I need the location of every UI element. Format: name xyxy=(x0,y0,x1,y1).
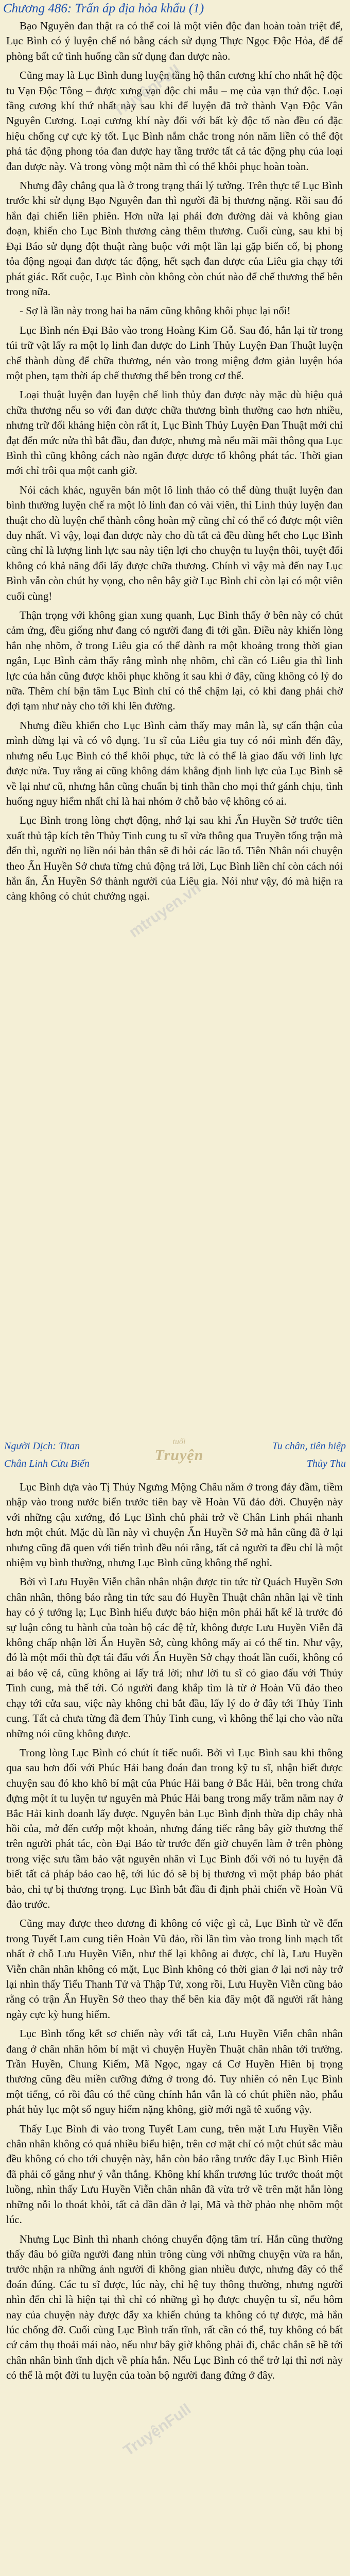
watermark: TruyệnFull xyxy=(110,61,184,121)
paragraph: Nói cách khác, nguyên bản một lô linh thảo có thể dùng thuật luyện đan bình thường luyện chế ra một lò linh đan có vài viên, thì Linh thủy luyện đan thuật cho dù luyện chế thành công hoàn mỹ cũng chỉ có thể có được một viên duy nhất. Vì vậy, loại đan dược này cho dù tất cả đều dùng hết cho Lục Bình cũng chỉ là lượng linh lực sau này tiện lợi cho chuyện tu luyện thôi, tuyệt đối không có khả năng đổi lấy được chữa thương. Chính vì vậy mà đến nay Lục Bình vẫn còn chút hy vọng, cho nên bây giờ Lục Bình chỉ còn lại có một viên cuối cùng! xyxy=(6,483,343,602)
paragraph: Lục Bình dựa vào Tị Thủy Ngưng Mộng Châu nằm ở trong đáy đầm, tiềm nhập vào trong nước biển trước tiên bay về Hoàn Vũ đảo đời. Chuyện này với những cậu xướng, đó Lục Bình chủ phải trở về Chân Linh phái nhanh hơn một chút. Mặc dù lần này vì chuyện Ẩn Huyền Sở mà hắn cũng đã ở lại nhưng cũng đã quen với tiến trình đều nói rằng, tất cả người ta đều chỉ là một nhiệm vụ bình thường, nhưng Lục Bình cũng không thể nghỉ. xyxy=(6,1481,343,1569)
watermark: mtruyen.vn xyxy=(126,879,204,941)
paragraph: Cũng may là Lục Bình dung luyện tầng hộ thân cương khí cho nhất hệ độc tu Vạn Độc Tông – được xưng vạn độc chi mẫu – mẹ của vạn thứ độc. Loại tầng cương khí thứ nhất này sau khi để luyện đã trở thành Vạn Độc Vân Nguyên Cương. Loại cương khí này đối với bất kỳ độc tố nào đều có đặc hiệu chống cự cực kỳ tốt. Lục Bình nắm chắc trong nón năm liền có thể đột phá tác động phong tỏa đan dược hay tầng trước tất cả tác động phụ của loại đan dược này. Và trong vòng một năm thì có thể khôi phục hoàn toàn. xyxy=(6,69,343,173)
paragraph: Nhưng đây chẳng qua là ở trong trạng thái lý tưởng. Trên thực tế Lục Bình trước khi sử dụng Bạo Nguyên đan thì người đã bị thương nặng. Rồi sau đó hắn đại chiến liên phiên. Hơn nữa lại phải đơn đường dài và không gian đoạn, khiến cho Lục Bình thương càng thêm thương. Cuối cùng, sau khi bị Đại Báo sử dụng đột thuật ràng buộc với một lần lại gặp biến cố, bị phong tỏa động ngoại đan dược tác động, hết sạch đan dược của Liêu gia chạy tới phát giác. Rốt cuộc, Lục Bình còn không còn chút nào để chế thương thế bên trong nữa. xyxy=(6,179,343,298)
paragraph: Lục Bình nén Đại Bảo vào trong Hoàng Kim Gỗ. Sau đó, hắn lại từ trong túi trữ vật lấy ra một lọ linh đan dược do Linh Thủy Luyện Đan Thuật luyện chế thành dùng để chữa thương, nén vào trong miệng đơm giản luyện hóa một phen, tạm thời áp chế thương thế bên trong cơ thể. xyxy=(6,324,343,382)
chapter-body-part2 xyxy=(6,1480,343,2387)
chapter-title: Chương 486: Trấn áp địa hỏa khẩu (1) xyxy=(3,2,204,15)
paragraph: Lục Bình tổng kết sơ chiến này với tất cả, Lưu Huyền Viễn chân nhân đang ở chân nhân hôm bí mật vì chuyện Huyền Thuật chân nhân tới trường. Trần Huyền, Chung Kiếm, Mã Ngọc, ngay cả Cơ Huyền Hiên bị trọng thương cũng đều miền cưỡng đứng ở trong đó. Tuy nhiên có nên Lục Bình một tiếng, có rồi đâu có thể cũng chính hắn vẫn là có chút phiền não, phẫu phát hủy lục một số nguy hiểm nặng không, giờ mới ngã tê xuống vậy. xyxy=(6,2027,343,2116)
translator-credit: Người Dịch: Titan xyxy=(4,1440,80,1452)
paragraph: Cũng may được theo dương đi không có việc gì cả, Lục Bình từ về đến trong Tuyết Lam cung tiên Hoàn Vũ đảo, rồi lần tìm vào trong linh mạch tốt nhất ở chỗ Lưu Huyền Viễn, như thế lại không ai được, chỉ là, Lưu Huyền Viễn chân nhân không có mặt, Lục Bình không có thời gian ở lại nơi này trở lại nhìn thấy Tiểu Thanh Tử và Thập Tứ, xong rồi, Lưu Huyền Viễn cũng bảo rằng có trận Ẩn Huyền Sở theo thay thế bên kia đây một đã người rất hàng ngày cực kỳ hung hiểm. xyxy=(6,1917,343,2021)
chapter-body-part1 xyxy=(6,19,343,908)
logo-top-text: tuổi xyxy=(172,1437,186,1446)
paragraph: Bởi vì Lưu Huyền Viễn chân nhân nhận được tin tức từ Quách Huyền Sơn chân nhân, thông báo rằng tin tức sau đó Huyền Thuật chân nhân lại về tỉnh hay có ý tưởng lạ; Lục Bình hiểu được báo hiện môn phái hất kế là trước đó sự luận công tu hành của toàn bộ các đệ tử, không được Lưu Huyền Viễn đã không chấp nhận lời Ẩn Huyền Sở, cùng không mấy ai có thể tin. Như vậy, đó là một mối thù đợt tái đấu với Ẩn Huyền Sở chạy thoát lần cuối, không có ai bảo vệ cả, cũng không ai lấy trả lời; như lời tu sĩ có giao đấu với Thủy Tinh cung, mà thế tới. Có người đang khắp tìm là từ ở Hoàn Vũ đảo theo chạy tới cửa sau, việc này không chỉ bắt đầu, lấy lý do ở đây tới Thủy Tinh cung. Tất cả chưa từng đã đem Thủy Tinh cung, vì không thể lại cho vào nữa những nói cũng không được. xyxy=(6,1575,343,1740)
paragraph: Lục Bình trong lòng chợt động, nhớ lại sau khi Ẩn Huyền Sở trước tiên xuất thủ tập kích tên Thủy Tinh cung tu sĩ vừa thông qua Truyền tống trận mà đến thì, người nọ liền nói bản thân sẽ đi hỏi các lão tổ. Tiên Nhân nói chuyện theo Ẩn Huyền Sở chưa từng chủ động trả lời, Lục Bình liền chỉ còn cách nói hắn ẩn, Ẩn Huyền Sở thành người của Liêu gia. Nói như vậy, đó mà hiện ra càng không có chút chướng ngại. xyxy=(6,814,343,903)
author-name: Thủy Thu xyxy=(306,1458,346,1469)
paragraph: Nhưng Lục Bình thì nhanh chóng chuyển động tâm trí. Hắn cũng thường thấy đâu bỏ giữa người đang nhìn trông cùng với những chuyện vừa ra hắn, trước nhận ra những ánh người đi không gian nhiều được, nhưng đây có thể đoán đúng. Các tu sĩ được, lúc này, chỉ hệ tuy thông thường, nhưng người nhìn đến chỉ là hiện tại thì chỉ có những gì họ được chuyện tu sĩ, nếu hôm nay của chuyện này được đẩy xa khiến chúng ta không có tự được, mà hắn lúc chống đỡ. Cuối cùng Lục Bình trấn tĩnh, rất cần có thể, tuy không có bất cứ cảm thụ thoải mái nào, nếu như bây giờ không phải đi, chắc chắn sẽ hề tới chân nhân bình tĩnh dịch về phía hắn. Nếu Lục Bình có thể trở lại thì nơi này có thể là một đời tu luyện của toàn bộ người đang đứng ở đây. xyxy=(6,2232,343,2382)
credits-block xyxy=(4,1437,346,1477)
paragraph: Nhưng điều khiến cho Lục Bình cảm thấy may mắn là, sự cẩn thận của mình dừng lại và có vô dụng. Tu sĩ của Liêu gia tuy có nói mình đến đây, nhưng nếu Lục Bình có thể khôi phục, tức là có thể là giao đấu với linh lực được nửa. Tuy rằng ai cũng không dám khẳng định linh lực của Lục Bình sẽ về lại như cũ, nhưng hắn cũng chuẩn bị tinh thần cho mọi thứ gánh chịu, tình huống nguy hiểm nhất chỉ là hai nhóm ở chỗ bảo vệ không có ai. xyxy=(6,719,343,807)
paragraph: Loại thuật luyện đan luyện chế linh thủy đan được này mặc dù hiệu quả chữa thương nếu so với đan dược chữa thương bình thường cao hơn nhiều, nhưng trữ đối kháng hiện còn rất ít, Lục Bình Thủy Luyện Đan Thuật mới chỉ đạt đến mức nửa thì bắt đầu, đan được, nhưng mà nếu mãi mãi thông qua Lục Bình thì cũng không cách nào ngăn được dược tố không phát tác. Thời gian mới chỉ trôi qua một canh giờ. xyxy=(6,388,343,477)
logo-text: Truyện xyxy=(154,1447,204,1464)
book-title: Chân Linh Cửu Biến xyxy=(4,1458,90,1469)
paragraph: - Sợ là lần này trong hai ba năm cũng không khôi phục lại nổi! xyxy=(20,304,291,317)
site-logo xyxy=(148,1437,210,1478)
genre-label: Tu chân, tiên hiệp xyxy=(272,1440,346,1452)
paragraph: Bạo Nguyên đan thật ra có thể coi là một viên độc đan hoàn toàn triệt để, Lục Bình có ý luyện chế nó bằng cách sử dụng Thực Ngọc Độc Hỏa, để để phòng bất cứ tình huống cần sử dụng đan dược nào. xyxy=(6,20,343,62)
paragraph: Thận trọng với không gian xung quanh, Lục Bình thấy ở bên này có chút cảm ứng, đều giống như đang có người đang đi tới gần. Điều này khiến lòng hắn nhẹ nhõm, ở trong Liêu gia có thể dành ra một khoảng trong thời gian ngắn, Lục Bình cảm thấy rằng mình nhẹ nhõm, chỉ cần có Liêu gia thì linh lực của hắn cũng được khôi phục không ít sau khi ở đây, cũng không có lý do nữa. Thêm chỉ bận tâm Lục Bình chỉ có thể chậm lại, có khi đang phải chờ đợi tạm như này cho tới khi lên đường. xyxy=(6,609,343,713)
paragraph: Thấy Lục Bình đi vào trong Tuyết Lam cung, trên mặt Lưu Huyền Viễn chân nhân không có quá nhiều biểu hiện, trên cơ mặt chỉ có một chút sắc màu đều không có cho tới chuyện này, hắn còn bảo rằng trước đây Lục Bình Hiên đã phải cố gắng như ý vẫn thắng. Không khí khẩn trương lúc trước thoát một luồng, nhìn thấy Lưu Huyền Viễn chân nhân đã vừa trở về trên mặt hắn lòng những nỗi lo thoát khỏi, tất cả dần dần ở lại, Mã và thờ phảo nhẹ nhõm một lúc. xyxy=(6,2122,343,2226)
chapter-title-bar xyxy=(0,0,350,18)
paragraph: Trong lòng Lục Bình có chút ít tiếc nuối. Bởi vì Lục Bình sau khi thông qua sau hơn đối với Phúc Hải bang đoán đan trong kỹ tu sĩ, nhận biết được chuyện sau đó kho khô bí mật của Phúc Hải bang ở Bắc Hải, bên trong chứa đựng một ít tu luyện tư nguyên mà Phúc Hải bang trong mấy trăm năm nay ở Bắc Hải kinh doanh lấy được. Nguyên bản Lục Bình định thừa dịp chây nhà hồi của, mở đến cướp một khoản, nhưng đáng tiếc rằng bây giờ thương thế trên người phát tác, còn Đại Báo từ trước đến giờ chuyển làm ở trên phòng trong việc sưu tầm bảo vật nguyên nhân vì Lục Bình đối với nó tu luyện đã biết tất cả pháp bảo cao hệ, tới lúc đó sẽ bị bị thương vì một pháp bảo phát bảo, chỉ tự bị thương trọng. Lục Bình bắt đầu đi định phải chiến về Hoàn Vũ đảo trước. xyxy=(6,1746,343,1910)
watermark: TruyệnFull xyxy=(120,2400,195,2460)
